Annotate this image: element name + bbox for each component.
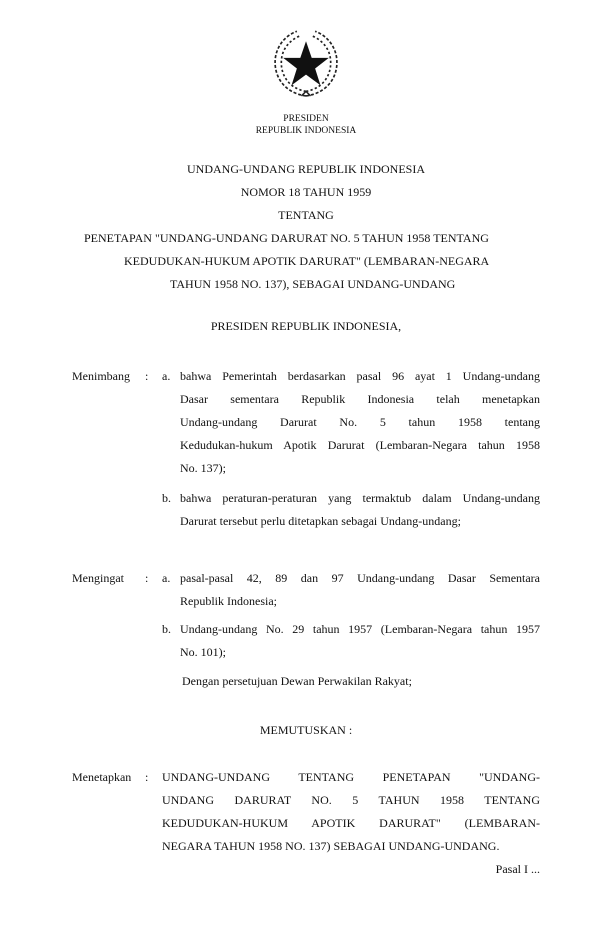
garuda-emblem-icon [268, 26, 344, 102]
president-heading: PRESIDEN REPUBLIK INDONESIA, [210, 319, 402, 333]
item-marker: b. [162, 622, 171, 636]
title-line: KEDUDUKAN-HUKUM APOTIK DARURAT" (LEMBARAN-NEGARA [124, 254, 490, 268]
mengingat-b-line: No. 101); [180, 645, 226, 659]
menetapkan-label: Menetapkan [72, 770, 132, 784]
mengingat-label: Mengingat [72, 571, 124, 585]
next-page-marker: Pasal I ... [495, 862, 540, 876]
item-marker: a. [162, 369, 171, 383]
menimbang-colon: : [145, 369, 149, 383]
menetapkan-line: UNDANG-UNDANG TENTANG PENETAPAN "UNDANG- [162, 770, 540, 784]
mengingat-colon: : [145, 571, 149, 585]
persetujuan-text: Dengan persetujuan Dewan Perwakilan Rakyat; [182, 674, 412, 688]
memutuskan-heading: MEMUTUSKAN : [259, 723, 353, 737]
menetapkan-line: UNDANG DARURAT NO. 5 TAHUN 1958 TENTANG [162, 793, 540, 807]
menimbang-b-line: Darurat tersebut perlu ditetapkan sebagai Undang-undang; [180, 514, 461, 528]
header-line-republic: REPUBLIK INDONESIA [255, 126, 357, 136]
menetapkan-colon: : [145, 770, 149, 784]
title-line: NOMOR 18 TAHUN 1959 [240, 185, 372, 199]
menimbang-a-line: Undang-undang Darurat No. 5 tahun 1958 tentang [180, 415, 540, 429]
item-marker: b. [162, 491, 171, 505]
title-line: TAHUN 1958 NO. 137), SEBAGAI UNDANG-UNDANG [170, 277, 456, 291]
mengingat-a-line: Republik Indonesia; [180, 594, 277, 608]
header-line-president: PRESIDEN [283, 114, 329, 124]
title-line: PENETAPAN "UNDANG-UNDANG DARURAT NO. 5 TAHUN 1958 TENTANG [84, 231, 489, 245]
menetapkan-line: NEGARA TAHUN 1958 NO. 137) SEBAGAI UNDANG-UNDANG. [162, 839, 500, 853]
mengingat-b-line: Undang-undang No. 29 tahun 1957 (Lembaran-Negara tahun 1957 [180, 622, 540, 636]
item-marker: a. [162, 571, 171, 585]
menimbang-a-line: No. 137); [180, 461, 226, 475]
title-line: TENTANG [278, 208, 334, 222]
menimbang-label: Menimbang [72, 369, 130, 383]
title-line: UNDANG-UNDANG REPUBLIK INDONESIA [187, 162, 425, 176]
mengingat-a-line: pasal-pasal 42, 89 dan 97 Undang-undang Dasar Sementara [180, 571, 540, 585]
menimbang-a-line: Dasar sementara Republik Indonesia telah menetapkan [180, 392, 540, 406]
menimbang-b-line: bahwa peraturan-peraturan yang termaktub dalam Undang-undang [180, 491, 540, 505]
menimbang-a-line: Kedudukan-hukum Apotik Darurat (Lembaran-Negara tahun 1958 [180, 438, 540, 452]
menimbang-a-line: bahwa Pemerintah berdasarkan pasal 96 ayat 1 Undang-undang [180, 369, 540, 383]
menetapkan-line: KEDUDUKAN-HUKUM APOTIK DARURAT" (LEMBARAN- [162, 816, 540, 830]
